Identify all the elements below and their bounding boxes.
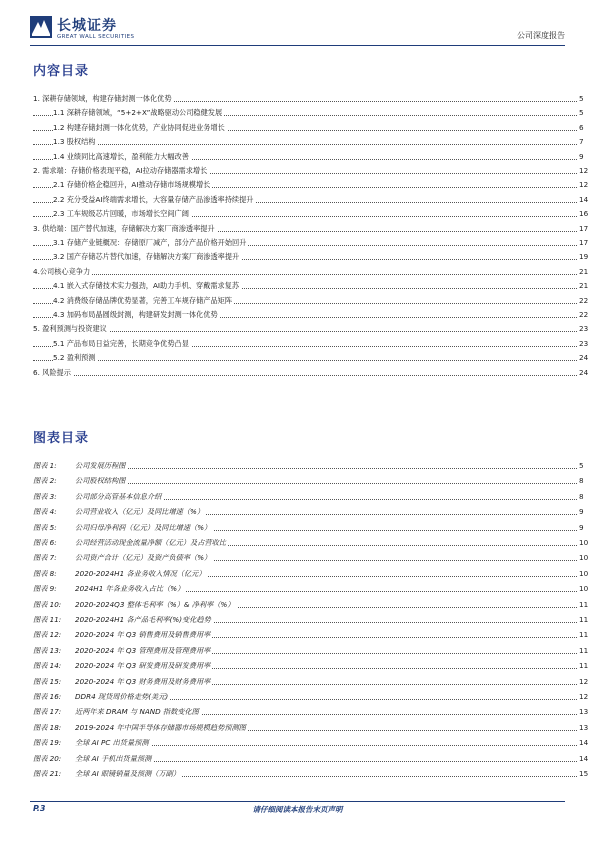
- dot-leader: [33, 360, 593, 361]
- toc-entry-label: 1.2 构建存储封测一体化优势，产业协同促进业务增长: [53, 121, 227, 135]
- figure-caption: 公司资产合计（亿元）及资产负债率（%）: [75, 553, 212, 563]
- figure-caption: 2019-2024 年中国半导体存储器市场规模趋势预测图: [75, 722, 246, 732]
- figure-entry-text: [33, 490, 163, 504]
- toc-entry-label: 1. 深耕存储领域，构建存储封测一体化优势: [33, 92, 174, 106]
- toc-entry[interactable]: [33, 164, 593, 178]
- toc-entry[interactable]: [33, 207, 593, 221]
- toc-entry-label: 4.3 加码布局晶圆级封测，构建研发封测一体化优势: [53, 308, 220, 322]
- figure-entry-page: 9: [577, 505, 593, 519]
- toc-entry-label: 4.公司核心竞争力: [33, 265, 92, 279]
- figure-entry[interactable]: [33, 721, 593, 735]
- figure-number: 图表 3:: [33, 491, 57, 501]
- toc-entry[interactable]: [33, 150, 593, 164]
- figure-entry-text: [33, 536, 228, 550]
- figure-entry-page: 10: [577, 536, 593, 550]
- figure-entry-page: 11: [577, 659, 593, 673]
- figure-entry[interactable]: [33, 505, 593, 519]
- figure-entry[interactable]: [33, 736, 593, 750]
- figure-caption: 2020-2024 年 Q3 财务费用及财务费用率: [75, 676, 211, 686]
- figure-list: [33, 459, 593, 789]
- figure-entry-page: 5: [577, 459, 593, 473]
- figure-number: 图表 19:: [33, 738, 62, 748]
- figure-entry-text: [33, 474, 127, 488]
- figure-entry-text: [33, 613, 213, 627]
- figure-entry-text: [33, 767, 182, 781]
- toc-entry-page: 24: [577, 351, 593, 365]
- figure-entry-page: 11: [577, 644, 593, 658]
- figure-number: 图表 9:: [33, 584, 57, 594]
- toc-entry-page: 17: [577, 236, 593, 250]
- toc-entry-page: 21: [577, 279, 593, 293]
- toc-entry[interactable]: [33, 178, 593, 192]
- figure-entry-page: 8: [577, 490, 593, 504]
- figure-entry-text: [33, 721, 248, 735]
- figure-number: 图表 8:: [33, 568, 57, 578]
- figure-entry[interactable]: [33, 767, 593, 781]
- dot-leader: [33, 331, 593, 332]
- figure-entry-page: 13: [577, 721, 593, 735]
- figure-entry[interactable]: [33, 752, 593, 766]
- figure-entry[interactable]: [33, 474, 593, 488]
- figure-entry-text: [33, 675, 212, 689]
- toc-entry-page: 21: [577, 265, 593, 279]
- figure-entry-page: 13: [577, 705, 593, 719]
- figure-number: 图表 2:: [33, 476, 57, 486]
- figure-entry-text: [33, 505, 206, 519]
- figure-caption: 2020-2024 年 Q3 管理费用及管理费用率: [75, 645, 211, 655]
- toc-entry[interactable]: [33, 236, 593, 250]
- toc-entry-label: 2.3 工车规级芯片回暖，市场增长空间广阔: [53, 207, 191, 221]
- figure-number: 图表 6:: [33, 538, 57, 547]
- figure-entry-text: [33, 628, 212, 642]
- figure-entry-text: [33, 644, 212, 658]
- toc-entry-page: 9: [577, 150, 593, 164]
- toc-entry[interactable]: [33, 265, 593, 279]
- toc-entry[interactable]: [33, 106, 593, 120]
- figure-caption: 全球 AI 眼镜销量及预测（万副）: [75, 769, 181, 778]
- toc-entry-page: 12: [577, 178, 593, 192]
- figure-number: 图表 15:: [33, 676, 62, 686]
- toc-entry-label: 5.2 盈利预测: [53, 351, 97, 365]
- toc-entry-page: 12: [577, 164, 593, 178]
- table-of-contents: [33, 92, 593, 382]
- figure-number: 图表 1:: [33, 461, 57, 470]
- figure-entry[interactable]: [33, 521, 593, 535]
- figure-caption: 2020-2024 年 Q3 销售费用及销售费用率: [75, 630, 211, 640]
- figure-entry-text: [33, 690, 170, 704]
- toc-entry-label: 2. 需求端：存储价格表现平稳，AI拉动存储器需求增长: [33, 164, 209, 178]
- page-header: [30, 14, 565, 46]
- figure-entry[interactable]: [33, 628, 593, 642]
- figure-caption: 全球 AI PC 出货量预测: [75, 738, 149, 748]
- figure-caption: 2020-2024H1 各业务收入情况（亿元）: [75, 568, 206, 578]
- figure-entry-text: [33, 705, 201, 719]
- figure-caption: 2020-2024H1 各产品毛利率(%)变化趋势: [75, 615, 211, 624]
- figure-entry[interactable]: [33, 536, 593, 550]
- figure-entry-text: [33, 567, 208, 581]
- footer-divider: [30, 801, 565, 802]
- figure-caption: 公司股权结构图: [75, 476, 126, 486]
- company-name-en: GREAT WALL SECURITIES: [57, 34, 135, 40]
- figure-number: 图表 14:: [33, 661, 62, 671]
- figure-caption: DDR4 现货周价格走势(美元): [75, 692, 169, 701]
- toc-entry-page: 16: [577, 207, 593, 221]
- figure-number: 图表 12:: [33, 630, 62, 640]
- figure-caption: 2024H1 年各业务收入占比（%）: [75, 584, 185, 594]
- figure-caption: 2020-2024 年 Q3 研发费用及研发费用率: [75, 661, 211, 671]
- toc-entry-page: 5: [577, 92, 593, 106]
- figure-number: 图表 11:: [33, 615, 62, 624]
- figure-entry[interactable]: [33, 582, 593, 596]
- figure-entry[interactable]: [33, 644, 593, 658]
- figure-entry-text: [33, 551, 213, 565]
- figure-number: 图表 17:: [33, 707, 62, 717]
- toc-entry[interactable]: [33, 193, 593, 207]
- figure-caption: 近两年来 DRAM 与 NAND 指数变化图: [75, 707, 199, 717]
- figure-entry-page: 10: [577, 551, 593, 565]
- figure-entry-page: 11: [577, 613, 593, 627]
- figure-number: 图表 20:: [33, 753, 62, 763]
- figure-number: 图表 18:: [33, 722, 62, 732]
- figure-entry[interactable]: [33, 705, 593, 719]
- toc-entry-label: 4.1 嵌入式存储技术实力强劲，AI助力手机、穿戴需求复苏: [53, 279, 241, 293]
- figure-entry-page: 15: [577, 767, 593, 781]
- toc-entry-label: 3. 供给端：国产替代加速，存储解决方案厂商渗透率提升: [33, 222, 217, 236]
- toc-entry-page: 23: [577, 337, 593, 351]
- figure-entry[interactable]: [33, 551, 593, 565]
- figure-entry[interactable]: [33, 690, 593, 704]
- figure-caption: 公司归母净利润（亿元）及同比增速（%）: [75, 522, 212, 532]
- toc-entry-page: 5: [577, 106, 593, 120]
- toc-entry-label: 2.2 充分受益AI终端需求增长，大容量存储产品渗透率持续提升: [53, 193, 255, 207]
- figure-entry-page: 8: [577, 474, 593, 488]
- figure-entry[interactable]: [33, 613, 593, 627]
- toc-entry[interactable]: [33, 121, 593, 135]
- toc-entry[interactable]: [33, 337, 593, 351]
- figure-entry[interactable]: [33, 675, 593, 689]
- toc-entry-page: 22: [577, 294, 593, 308]
- toc-entry[interactable]: [33, 322, 593, 336]
- figure-entry[interactable]: [33, 567, 593, 581]
- great-wall-logo-icon: [30, 16, 52, 38]
- figure-entry-text: [33, 582, 186, 596]
- figure-number: 图表 16:: [33, 692, 62, 701]
- dot-leader: [33, 144, 593, 145]
- toc-entry-label: 4.2 消费级存储品牌优势显著，完善工车规存储产品矩阵: [53, 294, 234, 308]
- toc-entry-page: 22: [577, 308, 593, 322]
- dot-leader: [33, 375, 593, 376]
- toc-entry-page: 19: [577, 250, 593, 264]
- figure-entry-text: [33, 736, 151, 750]
- figure-entry-page: 12: [577, 690, 593, 704]
- toc-entry[interactable]: [33, 351, 593, 365]
- toc-entry[interactable]: [33, 135, 593, 149]
- toc-entry-page: 17: [577, 222, 593, 236]
- toc-entry-label: 2.1 存储价格企稳回升，AI推动存储市场规模增长: [53, 178, 212, 192]
- toc-entry-page: 23: [577, 322, 593, 336]
- figure-entry-text: [33, 521, 213, 535]
- disclaimer-note: 请仔细阅读本报告末页声明: [252, 805, 343, 814]
- figure-entry-page: 12: [577, 675, 593, 689]
- figure-entry-page: 14: [577, 736, 593, 750]
- figure-number: 图表 5:: [33, 522, 57, 532]
- toc-entry[interactable]: [33, 92, 593, 106]
- toc-entry-page: 7: [577, 135, 593, 149]
- figure-entry[interactable]: [33, 490, 593, 504]
- figure-entry[interactable]: [33, 459, 593, 473]
- toc-entry-page: 6: [577, 121, 593, 135]
- toc-title: 内容目录: [33, 64, 90, 79]
- figure-entry-page: 11: [577, 598, 593, 612]
- figure-number: 图表 10:: [33, 599, 62, 609]
- toc-entry-label: 5. 盈利预测与投资建议: [33, 322, 109, 336]
- figure-entry-page: 14: [577, 752, 593, 766]
- figure-caption: 公司经营活动现金流量净额（亿元）及占营收比: [75, 538, 226, 547]
- figure-entry[interactable]: [33, 659, 593, 673]
- figure-entry-page: 11: [577, 628, 593, 642]
- figure-caption: 2020-2024Q3 整体毛利率（%）& 净利率（%）: [75, 599, 235, 609]
- report-type: 公司深度报告: [517, 31, 565, 40]
- figure-number: 图表 21:: [33, 769, 62, 778]
- figure-entry-page: 10: [577, 582, 593, 596]
- figure-entry-text: [33, 459, 127, 473]
- figure-caption: 公司营业收入（亿元）及同比增速（%）: [75, 507, 205, 517]
- figure-entry-page: 10: [577, 567, 593, 581]
- figure-entry-page: 9: [577, 521, 593, 535]
- figure-caption: 公司部分高管基本信息介绍: [75, 491, 162, 501]
- figures-title: 图表目录: [33, 431, 90, 446]
- figure-entry-text: [33, 598, 237, 612]
- toc-entry[interactable]: [33, 222, 593, 236]
- toc-entry[interactable]: [33, 279, 593, 293]
- figure-caption: 全球 AI 手机出货量预测: [75, 753, 152, 763]
- figure-number: 图表 7:: [33, 553, 57, 563]
- header-divider: [30, 45, 565, 46]
- figure-number: 图表 13:: [33, 645, 62, 655]
- figure-entry[interactable]: [33, 598, 593, 612]
- toc-entry-label: 5.1 产品布局日益完善，长期竞争优势凸显: [53, 337, 191, 351]
- page-number: P.3: [33, 804, 46, 813]
- toc-entry[interactable]: [33, 250, 593, 264]
- toc-entry-label: 3.1 存储产业链概况：存储原厂减产，部分产品价格开始回升: [53, 236, 248, 250]
- company-name-cn: 长城证券: [57, 18, 117, 34]
- figure-number: 图表 4:: [33, 507, 57, 517]
- figure-entry-text: [33, 659, 212, 673]
- toc-entry-label: 1.1 深耕存储领域，“5+2+X”战略驱动公司稳健发展: [53, 106, 224, 120]
- toc-entry-label: 6. 风险提示: [33, 366, 73, 380]
- toc-entry-label: 3.2 国产存储芯片替代加速，存储解决方案厂商渗透率提升: [53, 250, 241, 264]
- toc-entry-page: 24: [577, 366, 593, 380]
- toc-entry-label: 1.4 业绩同比高速增长，盈利能力大幅改善: [53, 150, 191, 164]
- toc-entry[interactable]: [33, 308, 593, 322]
- figure-entry-text: [33, 752, 153, 766]
- toc-entry-label: 1.3 股权结构: [53, 135, 97, 149]
- dot-leader: [33, 274, 593, 275]
- toc-entry-page: 14: [577, 193, 593, 207]
- toc-entry[interactable]: [33, 366, 593, 380]
- toc-entry[interactable]: [33, 294, 593, 308]
- figure-caption: 公司发展历程图: [75, 461, 126, 470]
